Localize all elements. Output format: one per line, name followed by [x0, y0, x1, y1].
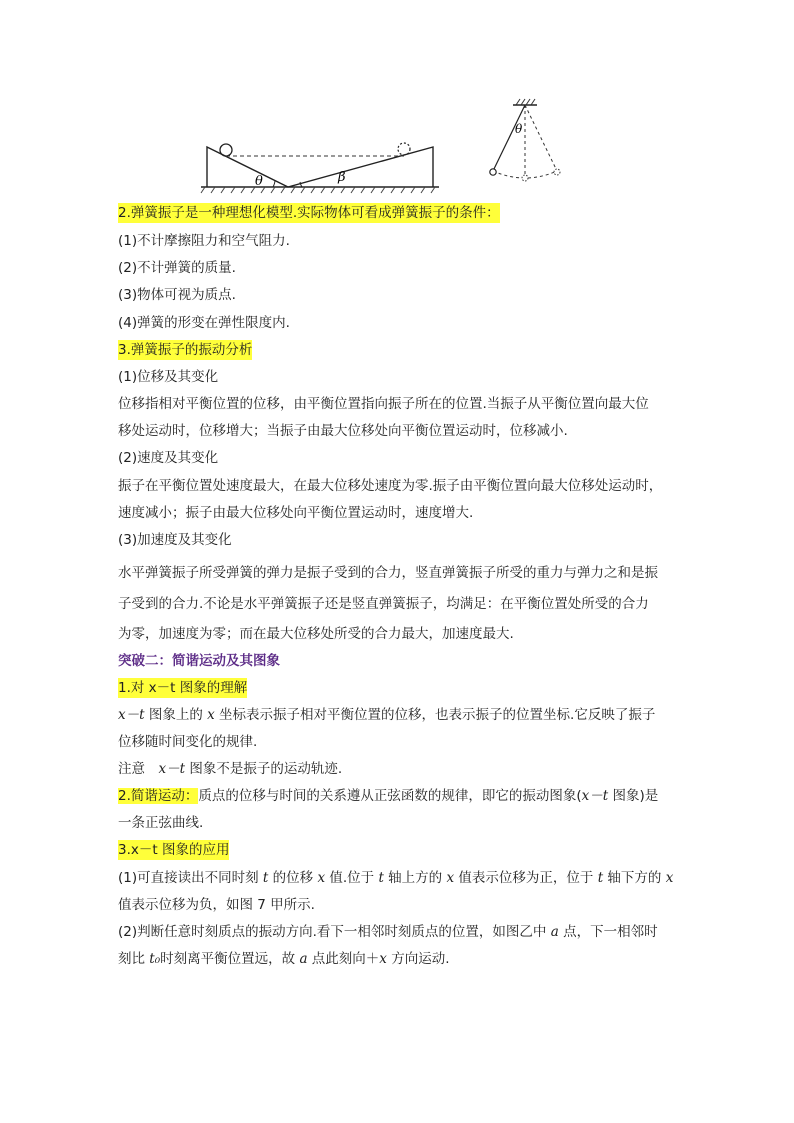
text-span: 轴上方的: [383, 870, 447, 886]
paragraph-line: [118, 949, 450, 969]
paragraph-line: 值表示位移为负，如图 7 甲所示.: [118, 897, 315, 913]
paragraph-line: 一条正弦曲线.: [118, 815, 204, 831]
text-span: 图象)是: [608, 788, 659, 804]
paragraph-line: 移处运动时，位移增大；当振子由最大位移处向平衡位置运动时，位移减小.: [118, 423, 568, 439]
angle-theta-label: θ: [255, 174, 263, 189]
note-label: 注意: [118, 761, 159, 777]
note-line: [118, 759, 342, 779]
a-symbol: a: [299, 951, 308, 967]
paragraph-line: 速度减小；振子由最大位移处向平衡位置运动时，速度增大.: [118, 505, 474, 521]
text-span: 刻比: [118, 951, 150, 967]
heading-shm-definition: 2.简谐运动：: [118, 788, 199, 804]
paragraph-line: 位移指相对平衡位置的位移，由平衡位置指向振子所在的位置.当振子从平衡位置向最大位: [118, 396, 649, 412]
a-symbol: a: [550, 924, 559, 940]
xt-symbol: x－t: [118, 707, 145, 723]
t0-symbol: t₀: [149, 951, 161, 967]
section-heading-shm: 突破二：简谐运动及其图象: [118, 653, 280, 669]
text-span: 图象上的: [144, 707, 208, 723]
condition-1: (1)不计摩擦阻力和空气阻力.: [118, 233, 290, 249]
subheading-displacement: (1)位移及其变化: [118, 369, 219, 385]
text-span: 点此刻向＋: [307, 951, 380, 967]
text-span: 质点的位移与时间的关系遵从正弦函数的规律，即它的振动图象(: [198, 788, 582, 804]
x-symbol: x: [446, 870, 455, 886]
paragraph-line: 为零，加速度为零；而在最大位移处所受的合力最大，加速度最大.: [118, 626, 514, 642]
x-symbol: x: [379, 951, 387, 967]
text-span: 值表示位移为正，位于: [454, 870, 598, 886]
text-span: (1)可直接读出不同时刻: [118, 870, 263, 886]
text-span: (2)判断任意时刻质点的振动方向.看下一相邻时刻质点的位置，如图乙中: [118, 924, 551, 940]
text-span: 点，下一相邻时: [558, 924, 658, 940]
paragraph-line: 位移随时间变化的规律.: [118, 734, 258, 750]
t-symbol: t: [262, 870, 269, 886]
heading-spring-oscillator: 2.弹簧振子是一种理想化模型.实际物体可看成弹簧振子的条件：: [118, 205, 500, 221]
t-symbol: t: [597, 870, 604, 886]
condition-2: (2)不计弹簧的质量.: [118, 260, 236, 276]
xt-symbol: x－t: [158, 761, 186, 777]
heading-vibration-analysis: 3.弹簧振子的振动分析: [118, 342, 253, 358]
paragraph-line: 子受到的合力.不论是水平弹簧振子还是竖直弹簧振子，均满足：在平衡位置处所受的合力: [118, 596, 649, 612]
x-symbol: x: [207, 707, 215, 723]
condition-4: (4)弹簧的形变在弹性限度内.: [118, 315, 290, 331]
text-span: 坐标表示振子相对平衡位置的位移，也表示振子的位置坐标.它反映了振子: [214, 707, 656, 723]
incline-diagram: [195, 135, 445, 195]
paragraph-line: [118, 705, 655, 725]
paragraph-line: 振子在平衡位置处速度最大，在最大位移处速度为零.振子由平衡位置向最大位移处运动时，: [118, 478, 663, 494]
xt-symbol: x－t: [581, 788, 609, 804]
text-span: 方向运动.: [386, 951, 450, 967]
text-span: 轴下方的: [603, 870, 666, 886]
text-span: 值.位于: [325, 870, 379, 886]
angle-beta-label: β: [338, 170, 346, 185]
subheading-velocity: (2)速度及其变化: [118, 450, 219, 466]
text-span: 的位移: [268, 870, 318, 886]
pendulum-diagram: [480, 95, 570, 190]
x-symbol: x: [317, 870, 326, 886]
pendulum-angle-label: θ: [515, 122, 523, 136]
heading-xt-understanding: 1.对 x－t 图象的理解: [118, 680, 248, 696]
t-symbol: t: [378, 870, 384, 886]
heading-xt-application: 3.x－t 图象的应用: [118, 842, 230, 858]
text-span: 图象不是振子的运动轨迹.: [185, 761, 343, 777]
x-symbol: x: [665, 870, 674, 886]
text-span: 时刻离平衡位置远，故: [160, 951, 300, 967]
subheading-acceleration: (3)加速度及其变化: [118, 532, 232, 548]
paragraph-line: 水平弹簧振子所受弹簧的弹力是振子受到的合力，竖直弹簧振子所受的重力与弹力之和是振: [118, 565, 658, 581]
paragraph-line: [118, 922, 658, 942]
paragraph-line: [118, 868, 673, 888]
condition-3: (3)物体可视为质点.: [118, 287, 236, 303]
paragraph-line: [118, 786, 658, 806]
